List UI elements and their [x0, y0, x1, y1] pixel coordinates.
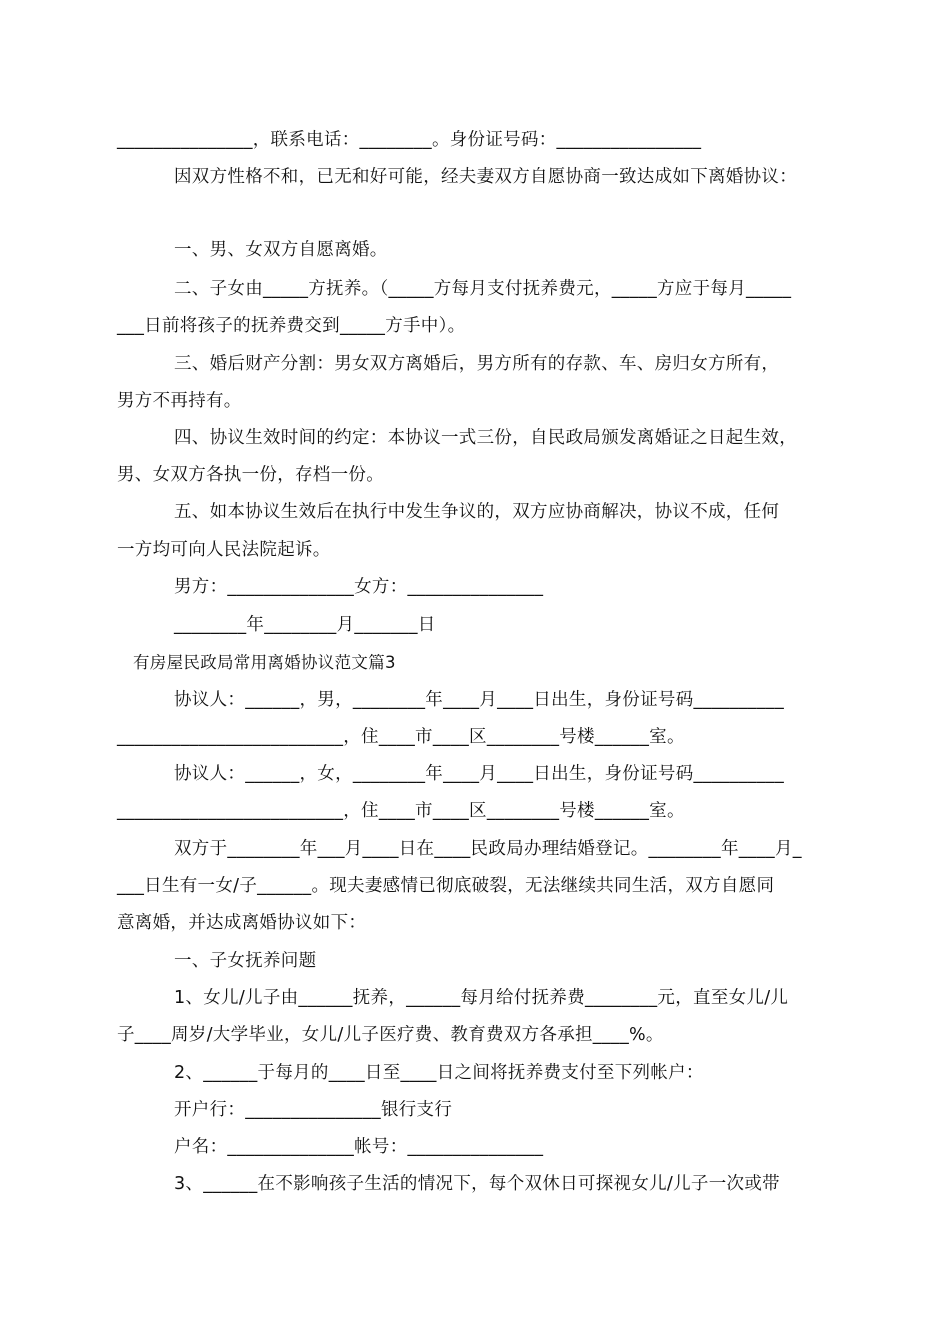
clause-3-line-2: 男方不再持有。 — [117, 391, 242, 411]
clause-4-line-1: 四、协议生效时间的约定：本协议一式三份，自民政局颁发离婚证之日起生效， — [174, 428, 797, 448]
clause-2-line-2: ___日前将孩子的抚养费交到_____方手中）。 — [117, 316, 466, 336]
clause-3-line-1: 三、婚后财产分割：男女双方离婚后，男方所有的存款、车、房归女方所有， — [174, 354, 780, 374]
support-item-1-line-1: 1、女儿/儿子由______抚养，______每月给付抚养费________元，直至女儿/儿 — [174, 988, 789, 1008]
party-2-line-1: 协议人：______，女，________年____月____日出生，身份证号码__________ — [174, 764, 784, 784]
clause-4-line-2: 男、女双方各执一份，存档一份。 — [117, 465, 384, 485]
clause-1: 一、男、女双方自愿离婚。 — [174, 240, 388, 260]
clause-2-line-1: 二、子女由_____方抚养。（_____方每月支付抚养费元，_____方应于每月_____ — [174, 279, 792, 299]
child-support-heading: 一、子女抚养问题 — [174, 951, 317, 971]
support-item-3: 3、______在不影响孩子生活的情况下，每个双休日可探视女儿/儿子一次或带 — [174, 1174, 780, 1194]
section-title: 有房屋民政局常用离婚协议范文篇3 — [133, 653, 396, 672]
party-1-line-1: 协议人：______，男，________年____月____日出生，身份证号码__________ — [174, 690, 784, 710]
clause-5-line-1: 五、如本协议生效后在执行中发生争议的，双方应协商解决，协议不成，任何 — [174, 502, 780, 522]
signature-line: 男方：______________女方：_______________ — [174, 577, 544, 597]
clause-5-line-2: 一方均可向人民法院起诉。 — [117, 540, 331, 560]
preamble-text: 因双方性格不和，已无和好可能，经夫妻双方自愿协商一致达成如下离婚协议： — [174, 167, 797, 187]
contact-info-line: _______________，联系电话：________。身份证号码：________________ — [117, 130, 702, 150]
account-line: 户名：______________帐号：_______________ — [174, 1137, 544, 1157]
marriage-line-2: ___日生有一女/子______。现夫妻感情已彻底破裂，无法继续共同生活，双方自愿同 — [117, 876, 775, 896]
marriage-line-1: 双方于________年___月____日在____民政局办理结婚登记。________年____月_ — [174, 839, 802, 859]
bank-line: 开户行：_______________银行支行 — [174, 1100, 453, 1120]
marriage-line-3: 意离婚，并达成离婚协议如下： — [117, 913, 367, 933]
party-1-line-2: _________________________，住____市____区________号楼______室。 — [117, 727, 685, 747]
support-item-1-line-2: 子____周岁/大学毕业，女儿/儿子医疗费、教育费双方各承担____%。 — [117, 1025, 664, 1045]
party-2-line-2: _________________________，住____市____区________号楼______室。 — [117, 801, 685, 821]
support-item-2: 2、______于每月的____日至____日之间将抚养费支付至下列帐户： — [174, 1063, 704, 1083]
date-line: ________年________月_______日 — [174, 615, 436, 635]
